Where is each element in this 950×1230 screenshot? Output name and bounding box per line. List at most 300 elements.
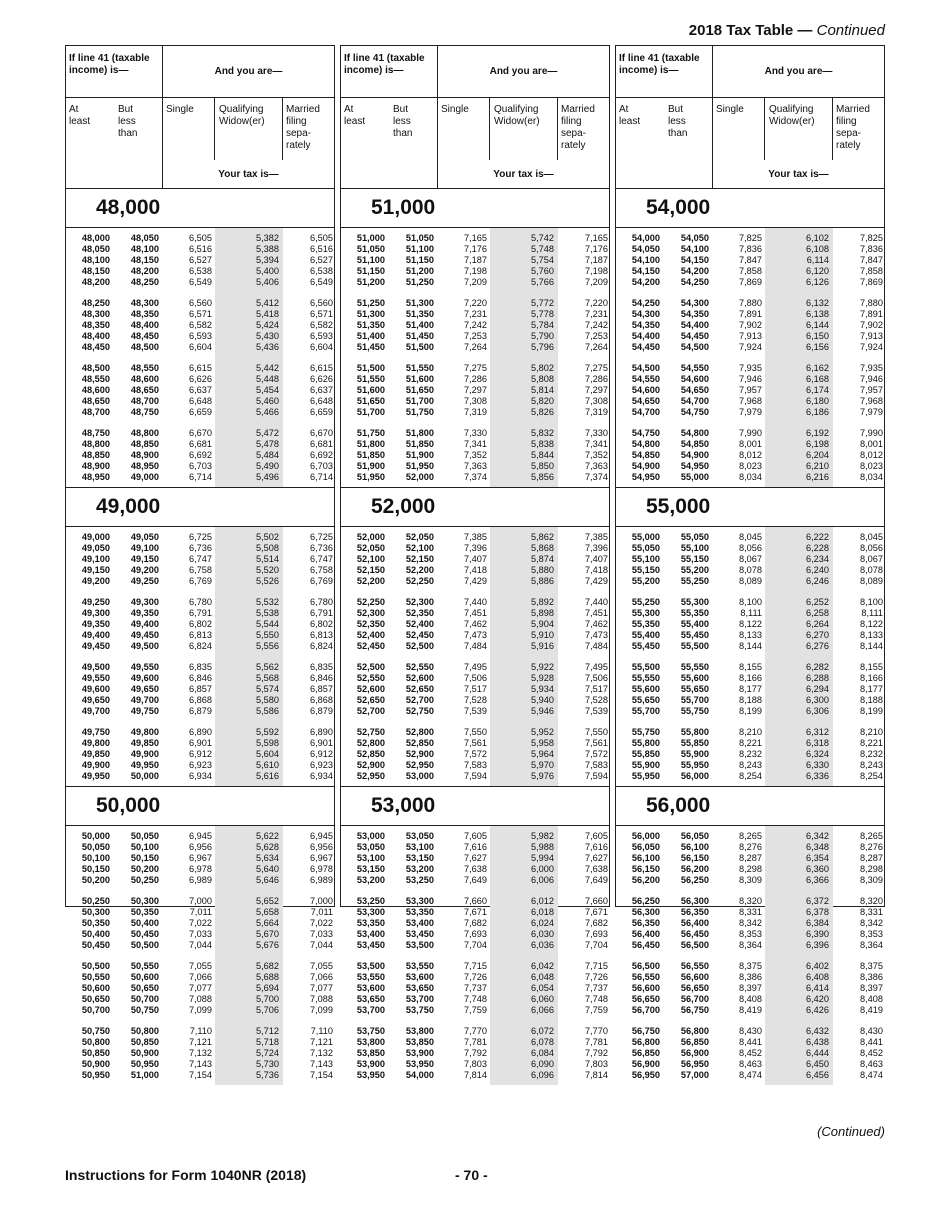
but-less-than-value: 56,800 <box>680 1026 709 1036</box>
qualifying-widow-tax-value: 6,180 <box>806 396 829 406</box>
but-less-than-value: 52,400 <box>405 619 434 629</box>
single-tax-value: 7,726 <box>464 972 487 982</box>
single-tax-value: 8,375 <box>739 961 762 971</box>
but-less-than-value: 54,350 <box>680 309 709 319</box>
but-less-than-value: 54,150 <box>680 255 709 265</box>
at-least-value: 48,050 <box>81 244 110 254</box>
single-tax-value: 7,220 <box>464 298 487 308</box>
but-less-than-value: 54,250 <box>680 277 709 287</box>
but-less-than-value: 49,550 <box>130 662 159 672</box>
but-less-than-value: 52,600 <box>405 673 434 683</box>
at-least-value: 56,750 <box>631 1026 660 1036</box>
married-separately-tax-value: 8,353 <box>860 929 883 939</box>
single-tax-value: 6,802 <box>189 619 212 629</box>
table-row <box>341 875 609 886</box>
at-least-value: 52,100 <box>356 554 385 564</box>
at-least-value: 50,100 <box>81 853 110 863</box>
at-least-value: 55,000 <box>631 532 660 542</box>
single-tax-value: 8,320 <box>739 896 762 906</box>
but-less-than-value: 48,700 <box>130 396 159 406</box>
qualifying-widow-tax-value: 5,466 <box>256 407 279 417</box>
qualifying-widow-tax-value: 6,348 <box>806 842 829 852</box>
married-separately-header: Married filing sepa- rately <box>561 104 595 151</box>
table-row <box>341 396 609 407</box>
at-least-value: 51,200 <box>356 277 385 287</box>
single-tax-value: 6,868 <box>189 695 212 705</box>
single-tax-value: 8,133 <box>739 630 762 640</box>
table-row <box>66 630 334 641</box>
but-less-than-value: 49,600 <box>130 673 159 683</box>
qualifying-widow-tax-value: 5,976 <box>531 771 554 781</box>
at-least-value: 52,750 <box>356 727 385 737</box>
table-row <box>616 461 884 472</box>
single-tax-value: 7,110 <box>189 1026 212 1036</box>
at-least-value: 56,500 <box>631 961 660 971</box>
qualifying-widow-tax-value: 6,168 <box>806 374 829 384</box>
at-least-value: 56,300 <box>631 907 660 917</box>
married-separately-tax-value: 7,737 <box>585 983 608 993</box>
married-separately-tax-value: 8,276 <box>860 842 883 852</box>
single-tax-value: 6,703 <box>189 461 212 471</box>
at-least-value: 52,400 <box>356 630 385 640</box>
at-least-value: 55,150 <box>631 565 660 575</box>
qualifying-widow-tax-value: 6,162 <box>806 363 829 373</box>
at-least-value: 51,600 <box>356 385 385 395</box>
at-least-value: 49,500 <box>81 662 110 672</box>
at-least-value: 56,150 <box>631 864 660 874</box>
if-line-header: If line 41 (taxable income) is— <box>341 46 438 98</box>
single-tax-value: 7,495 <box>464 662 487 672</box>
table-row <box>616 543 884 554</box>
qualifying-widow-tax-value: 6,306 <box>806 706 829 716</box>
and-you-are-header: And you are— <box>438 46 609 98</box>
but-less-than-value: 49,300 <box>130 597 159 607</box>
qualifying-widow-tax-value: 5,730 <box>256 1059 279 1069</box>
table-row <box>616 396 884 407</box>
at-least-value: 52,700 <box>356 706 385 716</box>
table-row <box>341 727 609 738</box>
qualifying-widow-tax-value: 5,472 <box>256 428 279 438</box>
table-row <box>616 233 884 244</box>
single-tax-value: 7,363 <box>464 461 487 471</box>
at-least-value: 49,100 <box>81 554 110 564</box>
but-less-than-value: 51,700 <box>405 396 434 406</box>
married-separately-tax-value: 6,648 <box>310 396 333 406</box>
married-separately-tax-value: 8,287 <box>860 853 883 863</box>
single-tax-value: 6,659 <box>189 407 212 417</box>
single-tax-value: 7,572 <box>464 749 487 759</box>
married-separately-tax-value: 8,452 <box>860 1048 883 1058</box>
single-tax-value: 7,308 <box>464 396 487 406</box>
single-tax-value: 8,089 <box>739 576 762 586</box>
qualifying-widow-tax-value: 6,324 <box>806 749 829 759</box>
at-least-value: 48,850 <box>81 450 110 460</box>
married-separately-tax-value: 8,188 <box>860 695 883 705</box>
but-less-than-value: 56,700 <box>680 994 709 1004</box>
qualifying-widow-tax-value: 6,042 <box>531 961 554 971</box>
but-less-than-value: 49,650 <box>130 684 159 694</box>
qualifying-widow-tax-value: 5,802 <box>531 363 554 373</box>
at-least-value: 48,800 <box>81 439 110 449</box>
table-row <box>616 749 884 760</box>
but-less-than-value: 52,900 <box>405 749 434 759</box>
married-separately-tax-value: 6,725 <box>310 532 333 542</box>
qualifying-widow-tax-value: 6,138 <box>806 309 829 319</box>
page-number: - 70 - <box>455 1167 488 1183</box>
but-less-than-value: 52,000 <box>405 472 434 482</box>
at-least-value: 54,500 <box>631 363 660 373</box>
but-less-than-value: 55,100 <box>680 543 709 553</box>
at-least-value: 49,250 <box>81 597 110 607</box>
qualifying-widow-tax-value: 5,850 <box>531 461 554 471</box>
qualifying-widow-tax-value: 5,580 <box>256 695 279 705</box>
but-less-than-value: 50,550 <box>130 961 159 971</box>
at-least-value: 51,750 <box>356 428 385 438</box>
table-row <box>66 407 334 418</box>
single-tax-value: 7,792 <box>464 1048 487 1058</box>
table-row <box>341 972 609 983</box>
qualifying-widow-tax-value: 5,658 <box>256 907 279 917</box>
continued-note: (Continued) <box>817 1124 885 1139</box>
table-row <box>66 597 334 608</box>
married-separately-tax-value: 7,506 <box>585 673 608 683</box>
qualifying-widow-tax-value: 5,610 <box>256 760 279 770</box>
at-least-value: 49,750 <box>81 727 110 737</box>
at-least-value: 52,900 <box>356 760 385 770</box>
but-less-than-value: 56,450 <box>680 929 709 939</box>
table-row <box>66 342 334 353</box>
married-separately-tax-value: 7,594 <box>585 771 608 781</box>
married-separately-tax-value: 8,397 <box>860 983 883 993</box>
but-less-than-value: 49,750 <box>130 706 159 716</box>
single-tax-value: 7,836 <box>739 244 762 254</box>
at-least-value: 49,350 <box>81 619 110 629</box>
qualifying-widow-tax-value: 5,424 <box>256 320 279 330</box>
table-row <box>341 760 609 771</box>
married-separately-tax-value: 6,868 <box>310 695 333 705</box>
single-tax-value: 6,824 <box>189 641 212 651</box>
table-row <box>66 576 334 587</box>
qualifying-widow-tax-value: 6,270 <box>806 630 829 640</box>
but-less-than-value: 49,900 <box>130 749 159 759</box>
but-less-than-value: 54,200 <box>680 266 709 276</box>
at-least-value: 49,550 <box>81 673 110 683</box>
qualifying-widow-tax-value: 6,264 <box>806 619 829 629</box>
at-least-value: 51,450 <box>356 342 385 352</box>
table-row <box>616 875 884 886</box>
single-tax-value: 8,023 <box>739 461 762 471</box>
table-row <box>66 255 334 266</box>
but-less-than-value: 55,300 <box>680 597 709 607</box>
single-tax-value: 7,462 <box>464 619 487 629</box>
married-separately-tax-value: 6,527 <box>310 255 333 265</box>
qualifying-widow-tax-value: 6,126 <box>806 277 829 287</box>
married-separately-tax-value: 6,978 <box>310 864 333 874</box>
married-separately-tax-value: 6,593 <box>310 331 333 341</box>
married-separately-tax-value: 8,001 <box>860 439 883 449</box>
married-separately-tax-value: 6,758 <box>310 565 333 575</box>
at-least-value: 48,700 <box>81 407 110 417</box>
qualifying-widow-tax-value: 5,616 <box>256 771 279 781</box>
single-tax-value: 7,440 <box>464 597 487 607</box>
table-row <box>66 760 334 771</box>
qualifying-widow-tax-value: 5,844 <box>531 450 554 460</box>
but-less-than-value: 51,050 <box>405 233 434 243</box>
single-tax-value: 7,264 <box>464 342 487 352</box>
qualifying-widow-tax-value: 6,420 <box>806 994 829 1004</box>
at-least-value: 48,250 <box>81 298 110 308</box>
married-separately-tax-value: 7,836 <box>860 244 883 254</box>
single-tax-value: 8,276 <box>739 842 762 852</box>
but-less-than-value: 51,450 <box>405 331 434 341</box>
table-row <box>66 918 334 929</box>
table-row <box>341 428 609 439</box>
but-less-than-value: 55,150 <box>680 554 709 564</box>
married-separately-tax-value: 8,441 <box>860 1037 883 1047</box>
single-tax-value: 7,121 <box>189 1037 212 1047</box>
at-least-value: 51,950 <box>356 472 385 482</box>
single-tax-value: 8,122 <box>739 619 762 629</box>
thousands-heading: 48,000 <box>66 188 334 228</box>
qualifying-widow-tax-value: 5,946 <box>531 706 554 716</box>
table-row <box>616 896 884 907</box>
table-row <box>616 472 884 483</box>
qualifying-widow-tax-value: 5,454 <box>256 385 279 395</box>
qualifying-widow-tax-value: 5,406 <box>256 277 279 287</box>
at-least-value: 53,350 <box>356 918 385 928</box>
single-tax-value: 8,210 <box>739 727 762 737</box>
but-less-than-value: 50,050 <box>130 831 159 841</box>
table-row <box>66 875 334 886</box>
married-separately-tax-value: 7,022 <box>310 918 333 928</box>
single-tax-value: 7,275 <box>464 363 487 373</box>
table-row <box>341 749 609 760</box>
single-tax-value: 7,737 <box>464 983 487 993</box>
single-tax-value: 7,352 <box>464 450 487 460</box>
married-separately-tax-value: 8,122 <box>860 619 883 629</box>
single-tax-value: 6,956 <box>189 842 212 852</box>
single-tax-value: 7,385 <box>464 532 487 542</box>
married-separately-tax-value: 8,309 <box>860 875 883 885</box>
married-separately-tax-value: 7,308 <box>585 396 608 406</box>
single-tax-value: 6,945 <box>189 831 212 841</box>
married-separately-tax-value: 7,033 <box>310 929 333 939</box>
single-tax-value: 6,857 <box>189 684 212 694</box>
single-tax-value: 6,714 <box>189 472 212 482</box>
qualifying-widow-tax-value: 6,006 <box>531 875 554 885</box>
married-separately-tax-value: 8,177 <box>860 684 883 694</box>
qualifying-widow-tax-value: 5,874 <box>531 554 554 564</box>
married-separately-tax-value: 7,726 <box>585 972 608 982</box>
qualifying-widow-tax-value: 6,240 <box>806 565 829 575</box>
but-less-than-value: 56,750 <box>680 1005 709 1015</box>
qualifying-widow-tax-value: 5,526 <box>256 576 279 586</box>
married-separately-tax-value: 7,693 <box>585 929 608 939</box>
single-tax-value: 7,693 <box>464 929 487 939</box>
but-less-than-value: 53,300 <box>405 896 434 906</box>
at-least-value: 55,850 <box>631 749 660 759</box>
at-least-value: 54,950 <box>631 472 660 482</box>
qualifying-widow-tax-value: 5,460 <box>256 396 279 406</box>
but-less-than-header: But less than <box>369 98 438 188</box>
but-less-than-value: 48,900 <box>130 450 159 460</box>
table-row <box>341 673 609 684</box>
at-least-value: 56,050 <box>631 842 660 852</box>
at-least-value: 56,800 <box>631 1037 660 1047</box>
married-separately-tax-value: 6,615 <box>310 363 333 373</box>
married-separately-tax-value: 7,297 <box>585 385 608 395</box>
married-separately-tax-value: 8,265 <box>860 831 883 841</box>
qualifying-widow-tax-value: 6,390 <box>806 929 829 939</box>
but-less-than-value: 52,350 <box>405 608 434 618</box>
thousands-heading: 56,000 <box>616 786 884 826</box>
married-separately-tax-value: 6,538 <box>310 266 333 276</box>
single-tax-value: 7,407 <box>464 554 487 564</box>
married-separately-tax-value: 8,254 <box>860 771 883 781</box>
table-row <box>66 472 334 483</box>
single-tax-value: 8,056 <box>739 543 762 553</box>
qualifying-widow-tax-value: 6,114 <box>806 255 829 265</box>
qualifying-widow-tax-value: 5,514 <box>256 554 279 564</box>
at-least-value: 51,800 <box>356 439 385 449</box>
table-row <box>66 320 334 331</box>
but-less-than-value: 51,550 <box>405 363 434 373</box>
but-less-than-value: 50,200 <box>130 864 159 874</box>
qualifying-widow-tax-value: 6,450 <box>806 1059 829 1069</box>
at-least-value: 48,350 <box>81 320 110 330</box>
qualifying-widow-tax-value: 5,430 <box>256 331 279 341</box>
single-tax-value: 7,649 <box>464 875 487 885</box>
qualifying-widow-tax-value: 6,084 <box>531 1048 554 1058</box>
at-least-value: 49,950 <box>81 771 110 781</box>
but-less-than-value: 55,500 <box>680 641 709 651</box>
qualifying-widow-tax-value: 5,754 <box>531 255 554 265</box>
qualifying-widow-tax-value: 6,456 <box>806 1070 829 1080</box>
tax-table-column <box>65 45 335 1080</box>
single-tax-value: 7,638 <box>464 864 487 874</box>
single-tax-value: 7,011 <box>189 907 212 917</box>
but-less-than-value: 52,650 <box>405 684 434 694</box>
qualifying-widow-tax-value: 5,568 <box>256 673 279 683</box>
single-tax-value: 7,814 <box>464 1070 487 1080</box>
married-separately-tax-value: 7,814 <box>585 1070 608 1080</box>
at-least-value: 48,300 <box>81 309 110 319</box>
qualifying-widow-tax-value: 5,904 <box>531 619 554 629</box>
qualifying-widow-tax-value: 6,258 <box>806 608 829 618</box>
but-less-than-value: 49,050 <box>130 532 159 542</box>
single-tax-value: 7,055 <box>189 961 212 971</box>
married-separately-tax-value: 6,769 <box>310 576 333 586</box>
married-separately-tax-value: 6,967 <box>310 853 333 863</box>
qualifying-widow-tax-value: 6,144 <box>806 320 829 330</box>
qualifying-widow-tax-value: 6,030 <box>531 929 554 939</box>
married-separately-tax-value: 6,714 <box>310 472 333 482</box>
qualifying-widow-tax-value: 5,712 <box>256 1026 279 1036</box>
column-header <box>66 46 334 189</box>
qualifying-widow-tax-value: 6,054 <box>531 983 554 993</box>
at-least-value: 49,300 <box>81 608 110 618</box>
qualifying-widow-tax-value: 5,586 <box>256 706 279 716</box>
but-less-than-value: 55,750 <box>680 706 709 716</box>
but-less-than-value: 52,300 <box>405 597 434 607</box>
married-separately-tax-value: 7,066 <box>310 972 333 982</box>
table-row <box>341 461 609 472</box>
single-tax-value: 7,451 <box>464 608 487 618</box>
at-least-value: 53,300 <box>356 907 385 917</box>
married-separately-tax-value: 7,121 <box>310 1037 333 1047</box>
but-less-than-value: 54,300 <box>680 298 709 308</box>
qualifying-widow-tax-value: 6,252 <box>806 597 829 607</box>
single-tax-value: 6,527 <box>189 255 212 265</box>
single-tax-value: 7,770 <box>464 1026 487 1036</box>
table-row <box>341 918 609 929</box>
table-row <box>616 994 884 1005</box>
married-separately-tax-value: 6,802 <box>310 619 333 629</box>
single-tax-value: 7,088 <box>189 994 212 1004</box>
qualifying-widow-tax-value: 5,652 <box>256 896 279 906</box>
married-separately-tax-value: 6,747 <box>310 554 333 564</box>
single-tax-value: 7,517 <box>464 684 487 694</box>
single-tax-value: 7,022 <box>189 918 212 928</box>
qualifying-widow-tax-value: 5,646 <box>256 875 279 885</box>
but-less-than-value: 55,000 <box>680 472 709 482</box>
married-separately-tax-value: 7,605 <box>585 831 608 841</box>
married-separately-tax-value: 7,990 <box>860 428 883 438</box>
table-row <box>66 554 334 565</box>
at-least-value: 54,700 <box>631 407 660 417</box>
but-less-than-value: 50,800 <box>130 1026 159 1036</box>
but-less-than-value: 52,550 <box>405 662 434 672</box>
but-less-than-value: 53,850 <box>405 1037 434 1047</box>
qualifying-widow-tax-value: 5,994 <box>531 853 554 863</box>
married-separately-tax-value: 7,055 <box>310 961 333 971</box>
qualifying-widow-tax-value: 6,360 <box>806 864 829 874</box>
table-row <box>66 641 334 652</box>
at-least-value: 49,650 <box>81 695 110 705</box>
qualifying-widow-tax-value: 5,400 <box>256 266 279 276</box>
thousands-heading: 54,000 <box>616 188 884 228</box>
table-row <box>341 831 609 842</box>
at-least-value: 50,050 <box>81 842 110 852</box>
at-least-value: 54,550 <box>631 374 660 384</box>
but-less-than-value: 51,850 <box>405 439 434 449</box>
single-tax-value: 7,319 <box>464 407 487 417</box>
table-row <box>616 554 884 565</box>
single-tax-value: 8,067 <box>739 554 762 564</box>
table-row <box>66 331 334 342</box>
married-separately-tax-value: 7,638 <box>585 864 608 874</box>
but-less-than-value: 50,500 <box>130 940 159 950</box>
qualifying-widow-tax-value: 5,790 <box>531 331 554 341</box>
at-least-value: 55,350 <box>631 619 660 629</box>
but-less-than-value: 52,250 <box>405 576 434 586</box>
but-less-than-value: 53,600 <box>405 972 434 982</box>
at-least-header: At least <box>619 104 641 127</box>
qualifying-widow-tax-value: 5,718 <box>256 1037 279 1047</box>
at-least-value: 54,350 <box>631 320 660 330</box>
but-less-than-value: 50,250 <box>130 875 159 885</box>
qualifying-widow-tax-value: 5,628 <box>256 842 279 852</box>
single-tax-value: 8,408 <box>739 994 762 1004</box>
but-less-than-value: 56,200 <box>680 864 709 874</box>
married-separately-header: Married filing sepa- rately <box>286 104 320 151</box>
at-least-value: 52,200 <box>356 576 385 586</box>
at-least-value: 52,350 <box>356 619 385 629</box>
qualifying-widow-tax-value: 5,604 <box>256 749 279 759</box>
married-separately-tax-value: 7,550 <box>585 727 608 737</box>
at-least-value: 53,450 <box>356 940 385 950</box>
married-separately-tax-value: 7,132 <box>310 1048 333 1058</box>
